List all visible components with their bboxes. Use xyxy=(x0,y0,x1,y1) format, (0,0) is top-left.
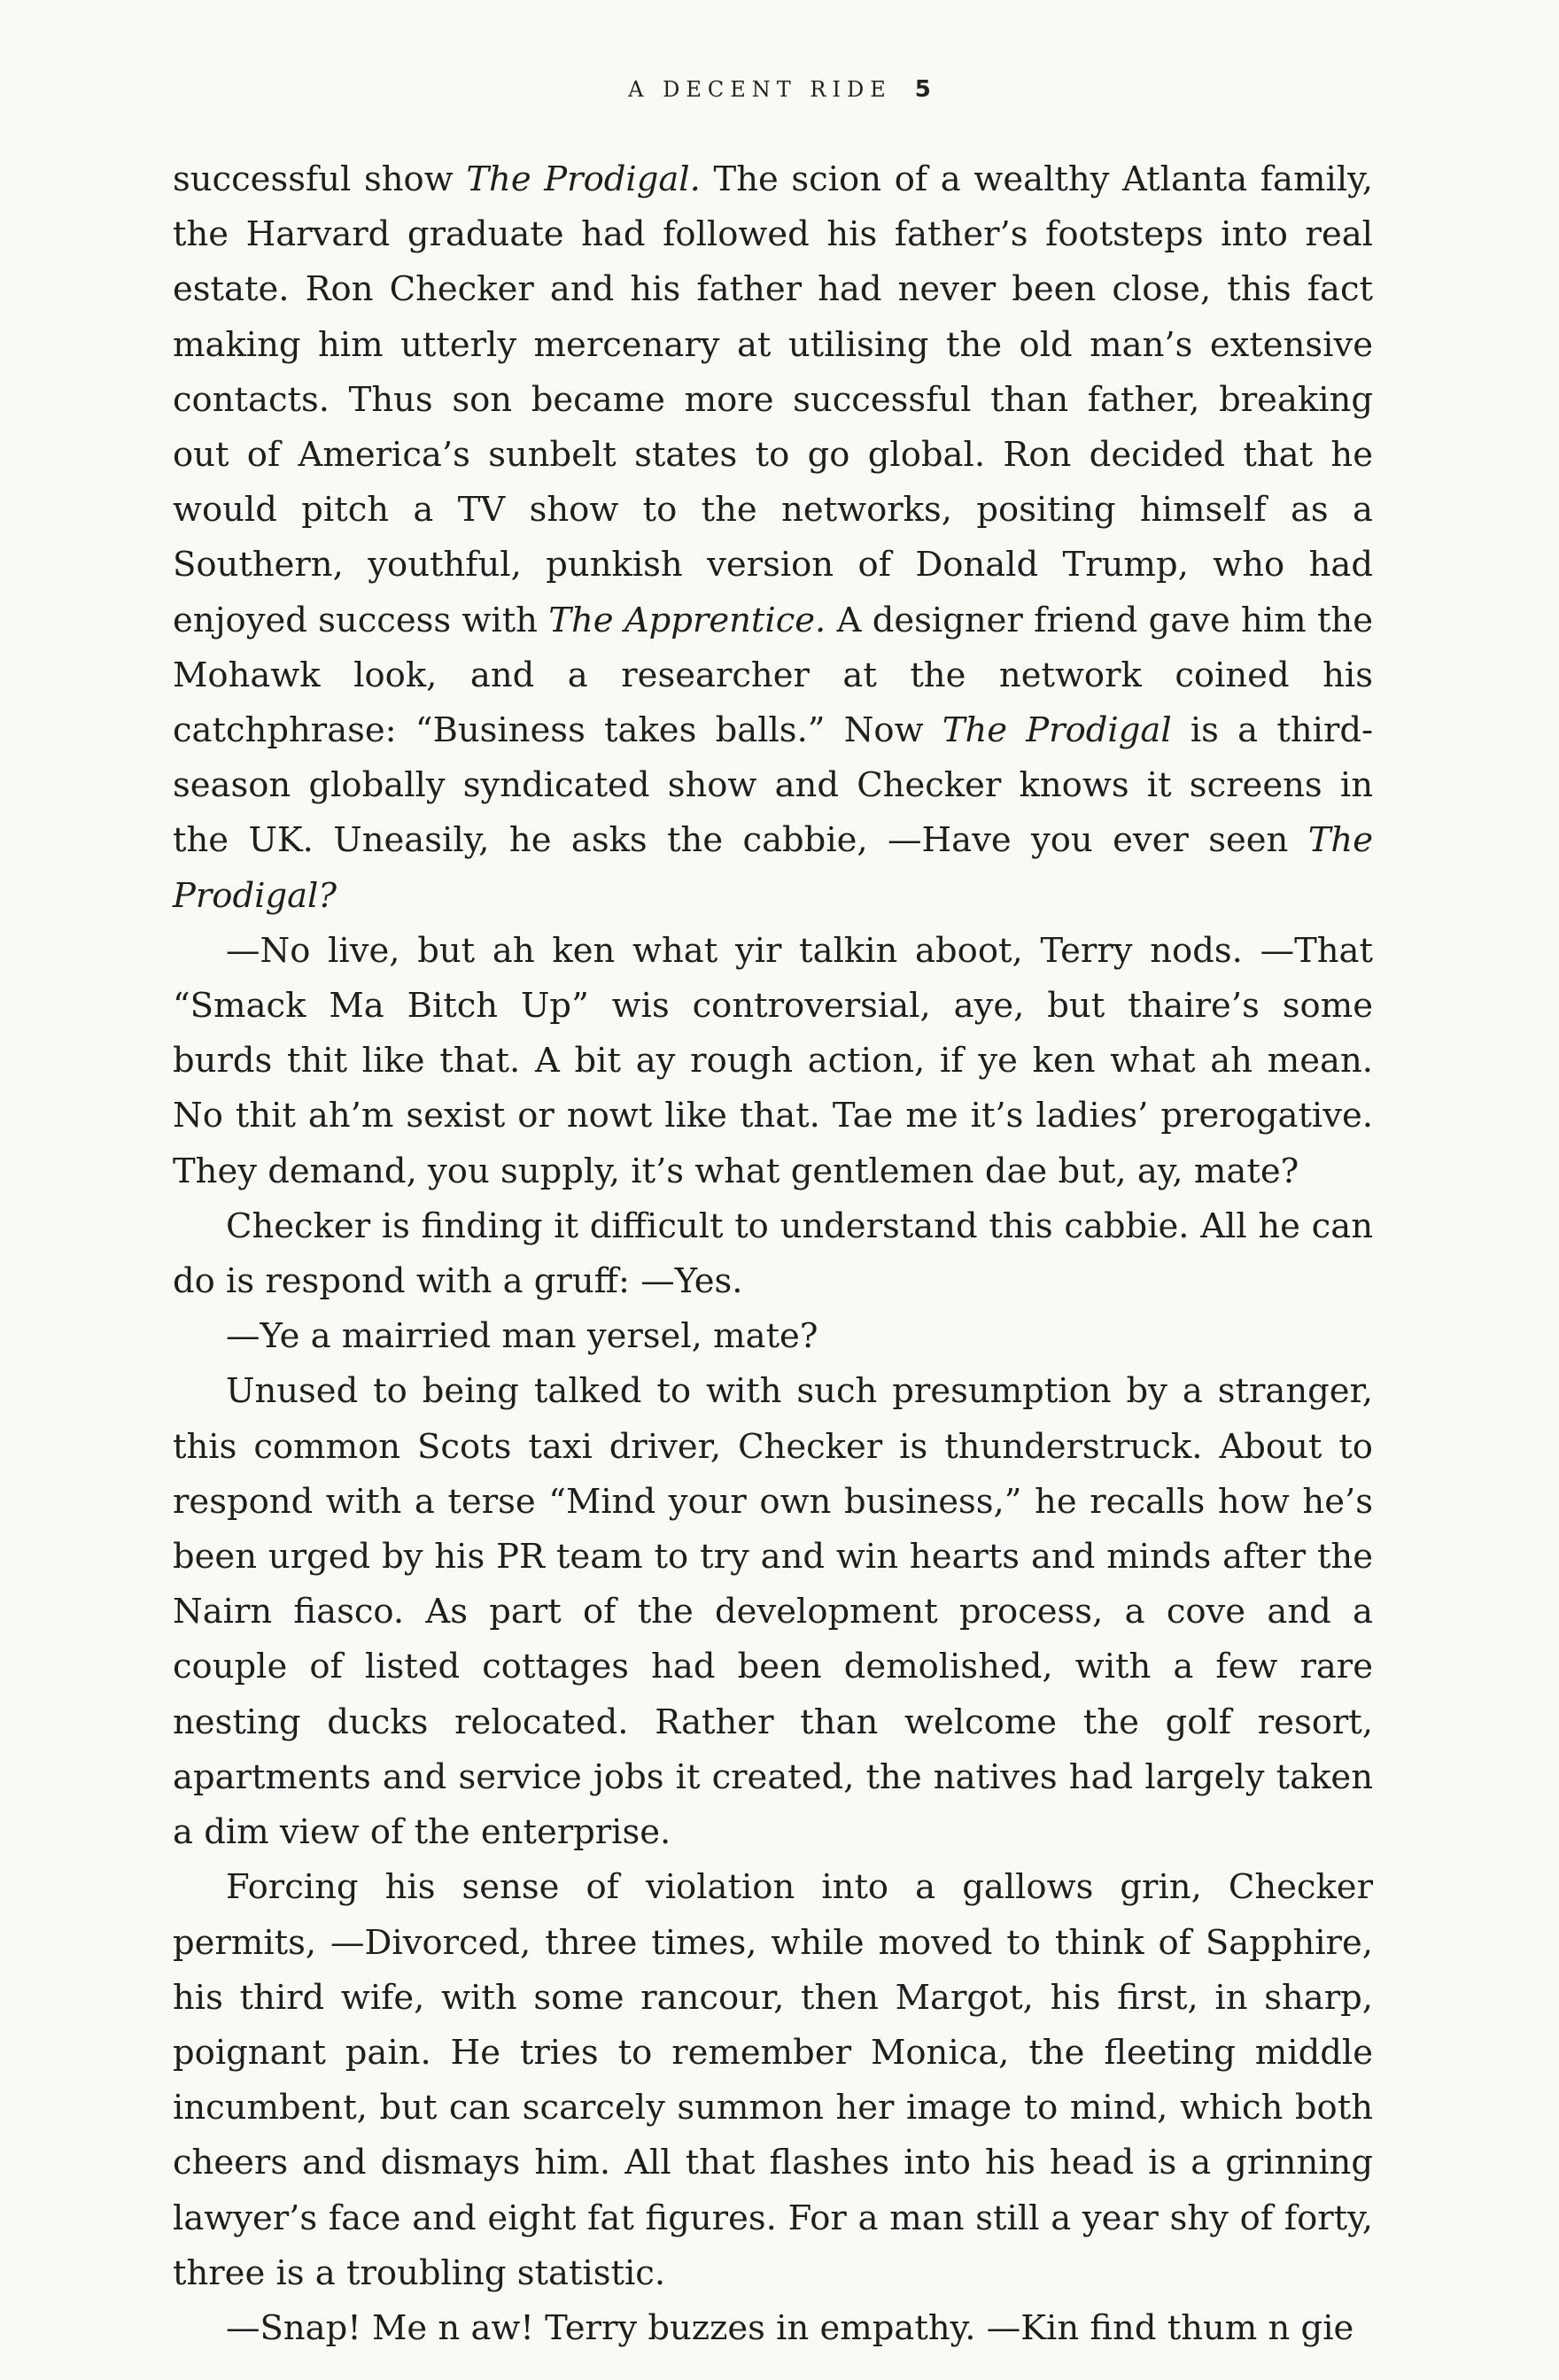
book-title-italic: The Prodigal? xyxy=(173,820,1373,916)
page-number: 5 xyxy=(914,76,931,103)
running-head xyxy=(0,76,1559,103)
paragraph xyxy=(173,1199,1373,1309)
paragraph xyxy=(173,152,1373,924)
text-run: —Ye a mairried man yersel, mate? xyxy=(226,1316,818,1357)
text-run: —Snap! Me n aw! Terry buzzes in empathy. —Kin find thum n gie xyxy=(226,2307,1354,2348)
book-title-italic: The Prodigal xyxy=(942,710,1172,751)
text-run: A designer friend gave him the Mohawk look, and a researcher at the network coined his catchphrase: “Business takes balls.” Now xyxy=(173,600,1373,751)
paragraph xyxy=(173,1860,1373,2301)
text-run: The scion of a wealthy Atlanta family, the Harvard graduate had followed his father’s footsteps into real estate. Ron Checker and his father had never been close, this fact making him utterly mercenary at utilising the old man’s extensive contacts. Thus son became more successful than father, breaking out of America’s sunbelt states to go global. Ron decided that he would pitch a TV show to the networks, positing himself as a Southern, youthful, punkish version of Donald Trump, who had enjoyed success with xyxy=(173,159,1374,640)
text-run: Unused to being talked to with such presumption by a stranger, this common Scots taxi driver, Checker is thunderstruck. About to respond with a terse “Mind your own business,” he recalls how he’s been urged by his PR team to try and win hearts and minds after the Nairn fiasco. As part of the development process, a cove and a couple of listed cottages had been demolished, with a few rare nesting ducks relocated. Rather than welcome the golf resort, apartments and service jobs it created, the natives had largely taken a dim view of the enterprise. xyxy=(173,1371,1373,1853)
paragraph xyxy=(173,2301,1373,2356)
text-run: successful show xyxy=(173,159,467,199)
text-run: Forcing his sense of violation into a gallows grin, Checker permits, —Divorced, three times, while moved to think of Sapphire, his third wife, with some rancour, then Margot, his first, in sharp, poignant pain. He tries to remember Monica, the fleeting middle incumbent, but can scarcely summon her image to mind, which both cheers and dismays him. All that flashes into his head is a grinning lawyer’s face and eight fat figures. For a man still a year shy of forty, three is a troubling statistic. xyxy=(173,1867,1373,2293)
book-title-italic: The Prodigal. xyxy=(466,159,701,199)
paragraph xyxy=(173,924,1373,1199)
text-run: is a third-season globally syndicated show and Checker knows it screens in the UK. Uneasily, he asks the cabbie, —Have you ever seen xyxy=(173,710,1373,861)
text-run: —No live, but ah ken what yir talkin aboot, Terry nods. —That “Smack Ma Bitch Up” wis controversial, aye, but thaire’s some burds thit like that. A bit ay rough action, if ye ken what ah mean. No thit ah’m sexist or nowt like that. Tae me it’s ladies’ prerogative. They demand, you supply, it’s what gentlemen dae but, ay, mate? xyxy=(173,930,1373,1191)
body-text xyxy=(173,152,1373,2356)
paragraph xyxy=(173,1309,1373,1364)
text-run: Checker is finding it difficult to understand this cabbie. All he can do is respond with a gruff: —Yes. xyxy=(173,1206,1373,1302)
running-title: A DECENT RIDE xyxy=(628,77,892,102)
paragraph xyxy=(173,1364,1373,1860)
book-title-italic: The Apprentice. xyxy=(548,600,826,640)
